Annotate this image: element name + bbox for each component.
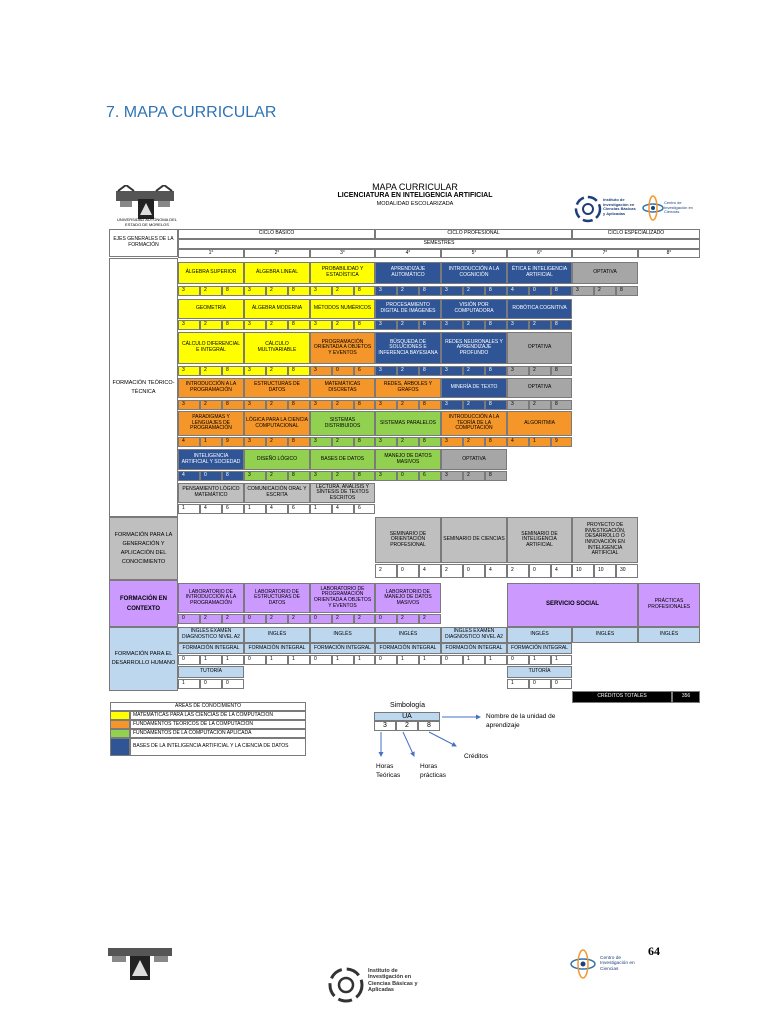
credit-r1-4-1: 2: [463, 286, 485, 296]
credit-r6-3-2: 6: [419, 471, 441, 481]
credit-tut-0-1: 0: [200, 679, 222, 689]
credit-tut-1-0: 1: [507, 679, 529, 689]
symbology-num-3: 8: [418, 721, 440, 731]
credit-r6-3-0: 3: [375, 471, 397, 481]
symbology-ua: UA: [374, 712, 440, 721]
footer-iicba-text: Instituto de Investigación en Ciencias Básicas y Aplicadas: [368, 968, 418, 994]
credit-fi-0-1: 1: [200, 655, 222, 665]
credit-r3-0-1: 2: [200, 366, 222, 376]
credit-gen-2-2: 4: [551, 564, 572, 578]
course-formacion-integral-5: FORMACIÓN INTEGRAL: [441, 643, 507, 654]
credit-r1-6-2: 8: [616, 286, 638, 296]
credit-fi-1-2: 1: [288, 655, 310, 665]
credit-r3-5-1: 2: [529, 366, 551, 376]
credit-r1-2-2: 8: [354, 286, 375, 296]
eje-generacion: FORMACIÓN PARA LA GENERACIÓN Y APLICACIÓN DEL CONOCIMIENTO: [109, 517, 178, 580]
credit-r3-2-2: 6: [354, 366, 375, 376]
semester-1: 1°: [178, 249, 244, 258]
credit-r2-4-1: 2: [463, 320, 485, 330]
credit-r3-4-2: 8: [485, 366, 507, 376]
legend-label-4: BASES DE LA INTELIGENCIA ARTIFICIAL Y LA CIENCIA DE DATOS: [130, 738, 306, 756]
iicba-logo-text: Instituto de Investigación en Ciencias Básicas y Aplicadas: [603, 197, 636, 216]
course-optativa-r1: OPTATIVA: [572, 262, 638, 284]
credit-r4-4-0: 3: [441, 400, 463, 410]
credit-r3-4-0: 3: [441, 366, 463, 376]
credit-ctx-1-1: 2: [266, 614, 288, 624]
footer-cic-atom-icon: [570, 948, 596, 980]
credit-r4-3-1: 2: [397, 400, 419, 410]
course-seminario-orientacion: SEMINARIO DE ORIENTACIÓN PROFESIONAL: [375, 517, 441, 563]
credit-r4-0-2: 8: [222, 400, 244, 410]
credit-fi-3-1: 1: [397, 655, 419, 665]
cic-logo: [642, 194, 700, 222]
course-calculo-diferencial: CÁLCULO DIFERENCIAL E INTEGRAL: [178, 332, 244, 364]
course-vision-computadora: VISIÓN POR COMPUTADORA: [441, 299, 507, 319]
credit-r5-5-1: 1: [529, 437, 551, 447]
credit-r3-2-1: 0: [332, 366, 354, 376]
semester-3: 3°: [310, 249, 375, 258]
symbology-num-1: 3: [374, 721, 396, 731]
credit-r2-0-1: 2: [200, 320, 222, 330]
credit-r4-5-0: 3: [507, 400, 529, 410]
credit-r2-3-1: 2: [397, 320, 419, 330]
course-robotica-cognitiva: ROBÓTICA COGNITIVA: [507, 299, 572, 319]
eje-teorico-tecnico: FORMACIÓN TEÓRICO-TÉCNICA: [109, 258, 178, 517]
course-mineria-texto: MINERÍA DE TEXTO: [441, 378, 507, 398]
credit-r5-5-2: 9: [551, 437, 572, 447]
credit-r1-1-0: 3: [244, 286, 266, 296]
credit-r7-0-0: 1: [178, 504, 200, 514]
credit-fi-2-1: 1: [332, 655, 354, 665]
credit-r3-1-1: 2: [266, 366, 288, 376]
course-geometria: GEOMETRÍA: [178, 299, 244, 319]
course-ingles-7: INGLÉS: [572, 627, 638, 643]
ejes-header: EJES GENERALES DE LA FORMACIÓN: [109, 229, 178, 257]
credit-fi-5-2: 1: [551, 655, 572, 665]
credit-r3-1-0: 3: [244, 366, 266, 376]
credit-r6-2-2: 8: [354, 471, 375, 481]
credit-r7-2-1: 4: [332, 504, 354, 514]
credit-r2-5-0: 3: [507, 320, 529, 330]
course-teoria-computacion: INTRODUCCIÓN A LA TEORÍA DE LA COMPUTACIÓN: [441, 411, 507, 436]
credit-r7-1-0: 1: [244, 504, 266, 514]
credit-tut-0-2: 0: [222, 679, 244, 689]
course-ingles-3: INGLÉS: [310, 627, 375, 643]
credit-r4-1-1: 2: [266, 400, 288, 410]
credit-r4-3-0: 3: [375, 400, 397, 410]
ciclo-basico: CICLO BÁSICO: [178, 229, 375, 239]
course-seminario-ciencias: SEMINARIO DE CIENCIAS: [441, 517, 507, 563]
credit-r5-1-0: 3: [244, 437, 266, 447]
legend-swatch-2: [110, 720, 130, 729]
credit-ctx-0-1: 2: [200, 614, 222, 624]
iicba-logo: [574, 190, 638, 228]
course-metodos-numericos: MÉTODOS NUMÉRICOS: [310, 299, 375, 319]
course-matematicas-discretas: MATEMÁTICAS DISCRETAS: [310, 378, 375, 398]
credit-fi-1-1: 1: [266, 655, 288, 665]
credit-gen-2-1: 0: [529, 564, 551, 578]
course-estructuras-datos: ESTRUCTURAS DE DATOS: [244, 378, 310, 398]
credit-gen-0-2: 4: [419, 564, 441, 578]
credit-fi-4-1: 1: [463, 655, 485, 665]
credit-r3-4-1: 2: [463, 366, 485, 376]
credit-r4-1-0: 3: [244, 400, 266, 410]
credit-r7-0-1: 4: [200, 504, 222, 514]
credit-r2-3-2: 8: [419, 320, 441, 330]
course-seminario-ia: SEMINARIO DE INTELIGENCIA ARTIFICIAL: [507, 517, 572, 563]
title-line2: LICENCIATURA EN INTELIGENCIA ARTIFICIAL: [337, 192, 493, 199]
symbology-name-note: Nombre de la unidad de aprendizaje: [486, 713, 556, 729]
map-title: [290, 182, 540, 207]
course-algebra-superior: ÁLGEBRA SUPERIOR: [178, 262, 244, 284]
total-credits-label: CRÉDITOS TOTALES: [572, 691, 672, 703]
credit-ctx-1-2: 2: [288, 614, 310, 624]
credit-r5-0-2: 9: [222, 437, 244, 447]
credit-gen-0-1: 0: [397, 564, 419, 578]
credit-r4-4-2: 8: [485, 400, 507, 410]
credit-r1-2-0: 3: [310, 286, 332, 296]
credit-gen-3-2: 30: [616, 564, 638, 578]
cic-logo-text: Centro de Investigación en Ciencias: [664, 200, 693, 215]
course-lectura-analisis: LECTURA, ANÁLISIS Y SÍNTESIS DE TEXTOS ESCRITOS: [310, 483, 375, 503]
course-practicas-profesionales: PRÁCTICAS PROFESIONALES: [638, 583, 700, 627]
credit-fi-5-0: 0: [507, 655, 529, 665]
course-ia-sociedad: INTELIGENCIA ARTIFICIAL Y SOCIEDAD: [178, 449, 244, 470]
credit-r6-4-2: 8: [485, 471, 507, 481]
legend-swatch-1: [110, 711, 130, 720]
course-logica-ciencia: LÓGICA PARA LA CIENCIA COMPUTACIONAL: [244, 411, 310, 436]
course-proyecto-investigacion: PROYECTO DE INVESTIGACIÓN, DESARROLLO O INNOVACIÓN EN INTELIGENCIA ARTIFICIAL: [572, 517, 638, 563]
course-pensamiento-logico: PENSAMIENTO LÓGICO MATEMÁTICO: [178, 483, 244, 503]
credit-gen-1-0: 2: [441, 564, 463, 578]
credit-r4-5-2: 8: [551, 400, 572, 410]
legend-label-1: MATEMÁTICAS PARA LAS CIENCIAS DE LA COMPUTACIÓN: [130, 711, 306, 720]
credit-r5-2-1: 2: [332, 437, 354, 447]
credit-r1-6-1: 2: [594, 286, 616, 296]
ciclo-profesional: CICLO PROFESIONAL: [375, 229, 572, 239]
legend-swatch-4: [110, 738, 130, 756]
credit-r3-5-0: 3: [507, 366, 529, 376]
course-ingles-2: INGLÉS: [244, 627, 310, 643]
course-algebra-moderna: ÁLGEBRA MODERNA: [244, 299, 310, 319]
credit-ctx-3-1: 2: [397, 614, 419, 624]
semester-4: 4°: [375, 249, 441, 258]
course-sistemas-distribuidos: SISTEMAS DISTRIBUIDOS: [310, 411, 375, 436]
credit-r7-2-2: 6: [354, 504, 375, 514]
credit-r1-4-0: 3: [441, 286, 463, 296]
credit-fi-4-0: 0: [441, 655, 463, 665]
legend-label-2: FUNDAMENTOS TEÓRICOS DE LA COMPUTACIÓN: [130, 720, 306, 729]
total-credits-value: 356: [672, 691, 700, 703]
credit-r1-5-1: 0: [529, 286, 551, 296]
footer-iicba-swirl-icon: [326, 964, 366, 1006]
credit-r3-2-0: 3: [310, 366, 332, 376]
credit-r2-5-1: 2: [529, 320, 551, 330]
course-optativa-r6: OPTATIVA: [441, 449, 507, 470]
course-calculo-multivariable: CÁLCULO MULTIVARIABLE: [244, 332, 310, 364]
credit-r7-1-1: 4: [266, 504, 288, 514]
credit-gen-3-0: 10: [572, 564, 594, 578]
symbology-num-2: 2: [396, 721, 418, 731]
course-algebra-lineal: ÁLGEBRA LINEAL: [244, 262, 310, 284]
iicba-swirl-icon: [574, 192, 602, 226]
credit-r2-2-2: 8: [354, 320, 375, 330]
credit-fi-2-0: 0: [310, 655, 332, 665]
course-formacion-integral-2: FORMACIÓN INTEGRAL: [244, 643, 310, 654]
credit-r5-1-2: 8: [288, 437, 310, 447]
course-formacion-integral-1: FORMACIÓN INTEGRAL: [178, 643, 244, 654]
credit-r6-0-0: 4: [178, 471, 200, 481]
credit-ctx-0-0: 0: [178, 614, 200, 624]
course-servicio-social: SERVICIO SOCIAL: [507, 583, 638, 627]
course-formacion-integral-6: FORMACIÓN INTEGRAL: [507, 643, 572, 654]
course-comunicacion-oral: COMUNICACIÓN ORAL Y ESCRITA: [244, 483, 310, 503]
credit-r4-4-1: 2: [463, 400, 485, 410]
course-poo: PROGRAMACIÓN ORIENTADA A OBJETOS Y EVENTOS: [310, 332, 375, 364]
cic-atom-icon: [642, 194, 664, 222]
course-tutoria-6: TUTORÍA: [507, 666, 572, 678]
credit-r2-1-2: 8: [288, 320, 310, 330]
credit-r6-1-2: 8: [288, 471, 310, 481]
course-diseno-logico: DISEÑO LÓGICO: [244, 449, 310, 470]
ciclo-especializado: CICLO ESPECIALIZADO: [572, 229, 700, 239]
credit-gen-0-0: 2: [375, 564, 397, 578]
symbology-creditos: Créditos: [464, 753, 489, 760]
credit-fi-3-0: 0: [375, 655, 397, 665]
credit-r4-2-2: 8: [354, 400, 375, 410]
credit-fi-0-0: 0: [178, 655, 200, 665]
course-lab-estructuras: LABORATORIO DE ESTRUCTURAS DE DATOS: [244, 583, 310, 613]
course-aprendizaje-automatico: APRENDIZAJE AUTOMÁTICO: [375, 262, 441, 284]
course-formacion-integral-4: FORMACIÓN INTEGRAL: [375, 643, 441, 654]
course-probabilidad: PROBABILIDAD Y ESTADÍSTICA: [310, 262, 375, 284]
credit-r2-3-0: 3: [375, 320, 397, 330]
course-ingles-6: INGLÉS: [507, 627, 572, 643]
credit-r1-1-2: 8: [288, 286, 310, 296]
credit-r4-3-2: 8: [419, 400, 441, 410]
credit-gen-2-0: 2: [507, 564, 529, 578]
credit-r1-0-2: 8: [222, 286, 244, 296]
credit-r2-4-0: 3: [441, 320, 463, 330]
credit-r5-4-1: 2: [463, 437, 485, 447]
footer-uaem-logo-icon: [106, 944, 174, 984]
credit-r6-1-0: 3: [244, 471, 266, 481]
university-caption: UNIVERSIDAD AUTÓNOMA DEL ESTADO DE MORELOS: [116, 217, 177, 227]
title-line3: MODALIDAD ESCOLARIZADA: [376, 201, 454, 207]
credit-r4-0-1: 2: [200, 400, 222, 410]
course-optativa-r4: OPTATIVA: [507, 378, 572, 398]
credit-r1-4-2: 8: [485, 286, 507, 296]
credit-tut-1-1: 0: [529, 679, 551, 689]
footer-cic-text: Centro de Investigación en Ciencias: [600, 956, 635, 972]
course-tutoria-1: TUTORÍA: [178, 666, 244, 678]
eje-contexto: FORMACIÓN EN CONTEXTO: [109, 580, 178, 627]
credit-gen-1-2: 4: [485, 564, 507, 578]
credit-r6-2-1: 2: [332, 471, 354, 481]
course-ingles-diagnostico-1: INGLÉS EXAMEN DIAGNOSTICO NIVEL A2: [178, 627, 244, 643]
credit-ctx-2-2: 2: [354, 614, 375, 624]
symbology-title: Simbología: [390, 702, 426, 709]
course-ingles-8: INGLÉS: [638, 627, 700, 643]
credit-r4-2-1: 2: [332, 400, 354, 410]
credit-r6-1-1: 2: [266, 471, 288, 481]
credit-r1-3-1: 2: [397, 286, 419, 296]
course-procesamiento-imagenes: PROCESAMIENTO DIGITAL DE IMÁGENES: [375, 299, 441, 319]
credit-r6-3-1: 0: [397, 471, 419, 481]
credit-r2-0-0: 3: [178, 320, 200, 330]
credit-r4-5-1: 2: [529, 400, 551, 410]
course-lab-intro-programacion: LABORATORIO DE INTRODUCCIÓN A LA PROGRAMACIÓN: [178, 583, 244, 613]
credit-r4-0-0: 3: [178, 400, 200, 410]
symbology-horas-practicas: Horas prácticas: [420, 763, 447, 779]
credit-r2-0-2: 8: [222, 320, 244, 330]
course-sistemas-paralelos: SISTEMAS PARALELOS: [375, 411, 441, 436]
credit-r2-2-0: 3: [310, 320, 332, 330]
credit-tut-0-0: 1: [178, 679, 200, 689]
credit-r7-2-0: 1: [310, 504, 332, 514]
credit-r1-1-1: 2: [266, 286, 288, 296]
course-etica-ia: ÉTICA E INTELIGENCIA ARTIFICIAL: [507, 262, 572, 284]
credit-r2-2-1: 2: [332, 320, 354, 330]
course-busqueda-soluciones: BÚSQUEDA DE SOLUCIONES E INFERENCIA BAYESIANA: [375, 332, 441, 364]
credit-r1-5-2: 8: [551, 286, 572, 296]
legend-label-3: FUNDAMENTOS DE LA COMPUTACIÓN APLICADA: [130, 729, 306, 738]
course-lab-poo: LABORATORIO DE PROGRAMACIÓN ORIENTADA A OBJETOS Y EVENTOS: [310, 583, 375, 613]
course-optativa-r3: OPTATIVA: [507, 332, 572, 364]
credit-fi-2-2: 1: [354, 655, 375, 665]
title-line1: MAPA CURRICULAR: [372, 182, 458, 192]
credit-r6-4-0: 3: [441, 471, 463, 481]
credit-gen-3-1: 10: [594, 564, 616, 578]
credit-r1-2-1: 2: [332, 286, 354, 296]
credit-r3-3-0: 3: [375, 366, 397, 376]
credit-ctx-1-0: 0: [244, 614, 266, 624]
credit-fi-3-2: 1: [419, 655, 441, 665]
credit-fi-4-2: 1: [485, 655, 507, 665]
legend-title: ÁREAS DE CONOCIMIENTO: [110, 702, 306, 711]
course-redes-arboles: REDES, ÁRBOLES Y GRAFOS: [375, 378, 441, 398]
credit-r5-3-0: 3: [375, 437, 397, 447]
footer-iicba-logo: [326, 964, 426, 1006]
credit-r5-1-1: 2: [266, 437, 288, 447]
semester-8: 8°: [638, 249, 700, 258]
semestres-header: SEMESTRES: [178, 239, 700, 249]
credit-fi-1-0: 0: [244, 655, 266, 665]
credit-r2-1-1: 2: [266, 320, 288, 330]
credit-r5-0-0: 4: [178, 437, 200, 447]
credit-ctx-2-1: 2: [332, 614, 354, 624]
credit-r3-1-2: 8: [288, 366, 310, 376]
credit-r5-2-0: 3: [310, 437, 332, 447]
course-bases-datos: BASES DE DATOS: [310, 449, 375, 470]
semester-2: 2°: [244, 249, 310, 258]
course-lab-datos-masivos: LABORATORIO DE MANEJO DE DATOS MASIVOS: [375, 583, 441, 613]
credit-r2-4-2: 8: [485, 320, 507, 330]
course-ingles-diagnostico-5: INGLÉS EXAMEN DIAGNOSTICO NIVEL A2: [441, 627, 507, 643]
credit-r5-3-2: 8: [419, 437, 441, 447]
semester-6: 6°: [507, 249, 572, 258]
credit-fi-0-2: 1: [222, 655, 244, 665]
credit-r7-0-2: 6: [222, 504, 244, 514]
credit-r1-3-0: 3: [375, 286, 397, 296]
credit-gen-1-1: 0: [463, 564, 485, 578]
course-intro-programacion: INTRODUCCIÓN A LA PROGRAMACIÓN: [178, 378, 244, 398]
credit-r3-0-0: 3: [178, 366, 200, 376]
credit-r5-5-0: 4: [507, 437, 529, 447]
credit-r6-2-0: 3: [310, 471, 332, 481]
course-intro-cognicion: INTRODUCCIÓN A LA COGNICIÓN: [441, 262, 507, 284]
credit-r3-5-2: 8: [551, 366, 572, 376]
semester-5: 5°: [441, 249, 507, 258]
credit-ctx-3-2: 2: [419, 614, 441, 624]
course-algoritmia: ALGORITMIA: [507, 411, 572, 436]
credit-r4-2-0: 3: [310, 400, 332, 410]
semester-7: 7°: [572, 249, 638, 258]
credit-r1-0-0: 3: [178, 286, 200, 296]
credit-r2-1-0: 3: [244, 320, 266, 330]
symbology-horas-teoricas: Horas Teóricas: [376, 763, 401, 779]
credit-r1-3-2: 8: [419, 286, 441, 296]
credit-r1-0-1: 2: [200, 286, 222, 296]
credit-r2-5-2: 8: [551, 320, 572, 330]
credit-r5-2-2: 8: [354, 437, 375, 447]
credit-r6-4-1: 2: [463, 471, 485, 481]
footer-cic-logo: [570, 948, 636, 982]
credit-r6-0-1: 0: [200, 471, 222, 481]
credit-r3-3-1: 2: [397, 366, 419, 376]
credit-r4-1-2: 8: [288, 400, 310, 410]
course-paradigmas: PARADIGMAS Y LENGUAJES DE PROGRAMACIÓN: [178, 411, 244, 436]
eje-desarrollo-humano: FORMACIÓN PARA EL DESARROLLO HUMANO: [109, 627, 178, 691]
credit-fi-5-1: 1: [529, 655, 551, 665]
course-datos-masivos: MANEJO DE DATOS MASIVOS: [375, 449, 441, 470]
page-number: 64: [648, 944, 660, 958]
credit-r1-5-0: 4: [507, 286, 529, 296]
symbology-arrows-icon: [370, 710, 490, 770]
course-ingles-4: INGLÉS: [375, 627, 441, 643]
credit-tut-1-2: 0: [551, 679, 572, 689]
legend-swatch-3: [110, 729, 130, 738]
credit-ctx-2-0: 0: [310, 614, 332, 624]
credit-r3-3-2: 8: [419, 366, 441, 376]
credit-r1-6-0: 3: [572, 286, 594, 296]
credit-r7-1-2: 6: [288, 504, 310, 514]
course-formacion-integral-3: FORMACIÓN INTEGRAL: [310, 643, 375, 654]
credit-ctx-3-0: 0: [375, 614, 397, 624]
credit-r6-0-2: 8: [222, 471, 244, 481]
credit-r5-0-1: 1: [200, 437, 222, 447]
credit-r3-0-2: 8: [222, 366, 244, 376]
credit-r5-3-1: 2: [397, 437, 419, 447]
page-heading: 7. MAPA CURRICULAR: [106, 104, 277, 121]
course-redes-neuronales: REDES NEURONALES Y APRENDIZAJE PROFUNDO: [441, 332, 507, 364]
credit-ctx-0-2: 2: [222, 614, 244, 624]
credit-r5-4-2: 8: [485, 437, 507, 447]
credit-r5-4-0: 3: [441, 437, 463, 447]
